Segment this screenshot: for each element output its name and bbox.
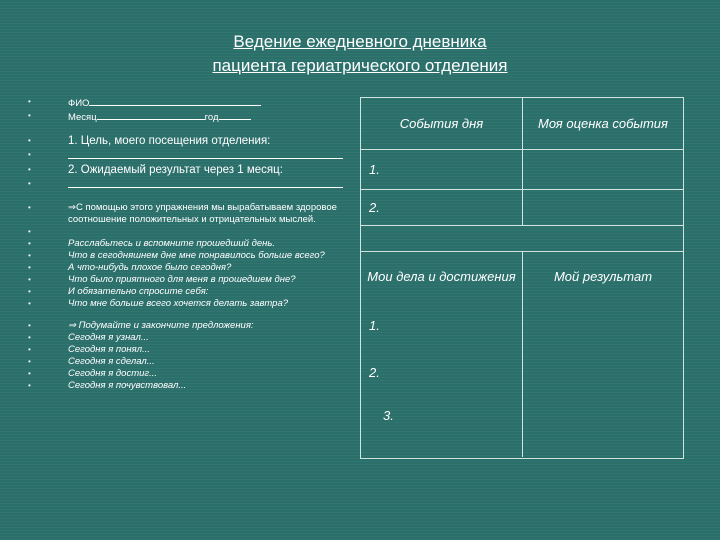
rating-2-cell [523,190,683,226]
bullet-icon: • [28,321,31,330]
bullet-icon: • [28,136,31,145]
rating-header: Моя оценка события [523,98,683,150]
goal-1-line [28,148,358,163]
result-header: Мой результат [553,268,653,284]
exercise-line: • Что было приятного для меня в прошедшем дне? [28,274,296,285]
bullet-icon: • [28,150,31,159]
blank-bullet [28,226,358,238]
bullet-icon: • [28,345,31,354]
bullet-icon: • [28,179,31,188]
bullet-icon: • [28,263,31,272]
diary-table [360,97,684,459]
bullet-icon: • [28,275,31,284]
deeds-header: Мои дела и достижения [361,252,523,300]
bullet-icon: • [28,227,31,236]
bullet-icon: • [28,251,31,260]
bullet-icon: • [28,381,31,390]
rating-1-cell [523,150,683,190]
bullet-icon: • [28,97,31,106]
bullet-icon: • [28,239,31,248]
result-3-cell [523,394,683,457]
year-underline [219,110,251,120]
deed-1-cell: 1. [361,300,523,350]
spacer-row [361,226,683,252]
bullet-icon: • [28,357,31,366]
result-2-cell [523,350,683,394]
exercise-line: • А что-нибудь плохое было сегодня? [28,262,232,273]
result-1-cell [523,300,683,350]
goal-2-line [28,177,358,192]
sentence-line: • Сегодня я сделал... [28,356,155,367]
bullet-icon: • [28,333,31,342]
fio-field: • ФИО [28,96,358,110]
sentences-intro: • ⇒ Подумайте и закончите предложения: [28,320,254,331]
month-underline [97,110,205,120]
deed-3-cell: 3. [361,394,523,457]
event-2-cell: 2. [361,190,523,226]
month-year-field: • Месяц год [28,110,358,124]
deed-2-cell: 2. [361,350,523,394]
exercise-intro: • ⇒С помощью этого упражнения мы вырабатываем здоровое соотношение положительных и отрицательных мыслей. [28,202,337,225]
bullet-icon: • [28,299,31,308]
exercise-line: • Что мне больше всего хочется делать завтра? [28,298,289,309]
goal-2: • 2. Ожидаемый результат через 1 месяц: [28,164,283,176]
bullet-icon: • [28,111,31,120]
bullet-icon: • [28,165,31,174]
sentence-line: • Сегодня я понял... [28,344,151,355]
events-header: События дня [361,98,523,150]
bullet-icon: • [28,203,31,212]
event-1-cell: 1. [361,150,523,190]
exercise-line: • И обязательно спросите себя: [28,286,209,297]
goal-1: • 1. Цель, моего посещения отделения: [28,135,271,147]
page-title: Ведение ежедневного дневника пациента гериатрического отделения [212,32,508,75]
exercise-line: • Что в сегодняшнем дне мне понравилось больше всего? [28,250,325,261]
bullet-icon: • [28,287,31,296]
sentence-line: • Сегодня я почувствовал... [28,380,187,391]
fio-underline [89,96,261,106]
sentence-line: • Сегодня я достиг... [28,368,157,379]
bullet-icon: • [28,369,31,378]
left-column [28,96,358,392]
sentence-line: • Сегодня я узнал... [28,332,149,343]
exercise-line: • Расслабьтесь и вспомните прошедший день. [28,238,275,249]
